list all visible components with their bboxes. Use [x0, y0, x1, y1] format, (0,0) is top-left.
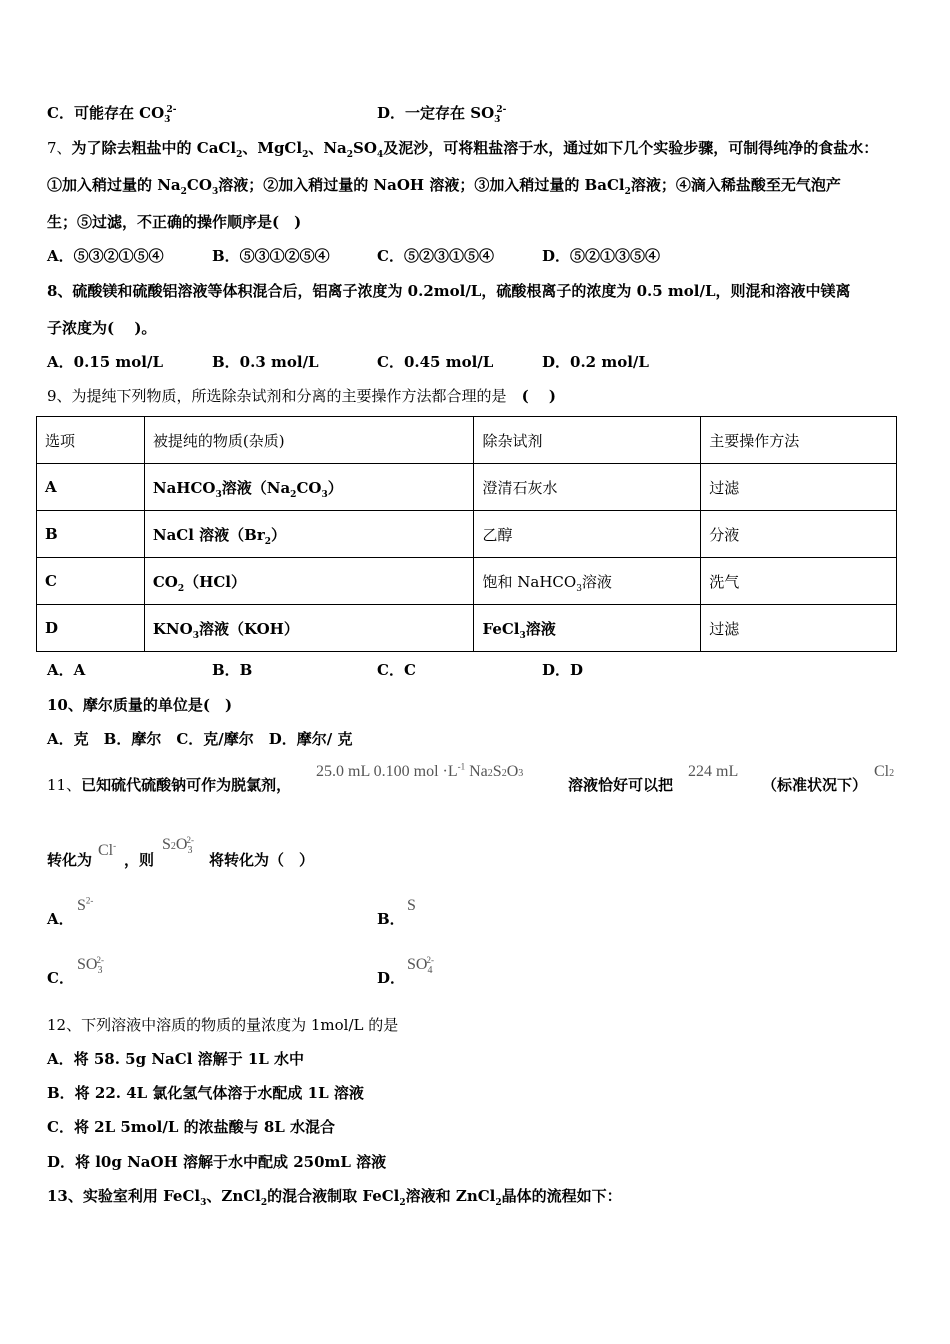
q8-option-d: D．0.2 mol/L: [542, 353, 649, 371]
q12-stem: 12、下列溶液中溶质的物质的量浓度为 1mol/L 的是: [47, 1016, 399, 1034]
q13-stem: 13、实验室利用 FeCl$_3$、ZnCl$_2$的混合液制取 FeCl$_2$溶液和 ZnCl$_2$晶体的流程如下：: [47, 1187, 622, 1208]
table-header-cell: 选项: [37, 417, 145, 464]
table-cell-method: 洗气: [701, 558, 897, 605]
q7-line-3: 生；⑤过滤，不正确的操作顺序是( ): [47, 213, 302, 231]
q11-formula-chloride: Cl-: [98, 840, 117, 859]
q9-option-b: B．B: [212, 661, 253, 679]
q11-formula-cl2: Cl2: [874, 763, 895, 780]
table-row: [37, 605, 897, 652]
q10-stem: 10、摩尔质量的单位是( ): [47, 696, 233, 714]
table-cell-reagent: FeCl$_3$溶液: [474, 605, 701, 652]
table-header-cell: 主要操作方法: [701, 417, 897, 464]
q8-line-2: 子浓度为( )。: [47, 319, 157, 337]
q8-option-c: C．0.45 mol/L: [377, 353, 494, 371]
q7-option-b: B．⑤③①②⑤④: [212, 247, 330, 265]
table-row: [37, 558, 897, 605]
q11-option-b: B．: [377, 910, 405, 928]
table-cell-option: A: [37, 464, 145, 511]
q9-table: [36, 416, 897, 652]
q8-line-1: 8、硫酸镁和硫酸铝溶液等体积混合后，铝离子浓度为 0.2mol/L，硫酸根离子的浓度为 0.5 mol/L，则混和溶液中镁离: [47, 282, 851, 300]
q7-option-d: D．⑤②①③⑤④: [542, 247, 661, 265]
q11-option-d-formula: $SO_4^{2-}$: [407, 954, 434, 976]
table-cell-reagent: 澄清石灰水: [474, 464, 701, 511]
q9-option-c: C．C: [377, 661, 416, 679]
table-cell-method: 过滤: [701, 605, 897, 652]
table-cell-substance: $KNO_3$溶液（KOH）: [144, 605, 474, 652]
q7-option-c: C．⑤②③①⑤④: [377, 247, 494, 265]
q11-option-b-formula: S: [407, 897, 416, 914]
q11-formula-volume: 25.0 mL 0.100 mol $\cdot L^{-1}$ Na2S2O3: [316, 761, 524, 780]
q11-stem-part-6: 将转化为（ ）: [209, 851, 315, 869]
q8-option-b: B．0.3 mol/L: [212, 353, 319, 371]
q12-option-c: C．将 2L 5mol/L 的浓盐酸与 8L 水混合: [47, 1118, 336, 1136]
q6-option-d: D．一定存在 $SO_3^{2-}$: [377, 104, 507, 125]
table-cell-option: C: [37, 558, 145, 605]
q11-stem-part-5: ，则: [124, 851, 155, 869]
table-header-cell: 被提纯的物质(杂质): [144, 417, 474, 464]
table-row: [37, 464, 897, 511]
q12-option-b: B．将 22. 4L 氯化氢气体溶于水配成 1L 溶液: [47, 1084, 364, 1102]
q11-stem-part-1: 11、已知硫代硫酸钠可作为脱氯剂，: [47, 776, 292, 794]
table-cell-method: 分液: [701, 511, 897, 558]
q6-option-c: C．可能存在 $CO_3^{2-}$: [47, 104, 177, 125]
q9-stem: 9、为提纯下列物质，所选除杂试剂和分离的主要操作方法都合理的是 ( ): [47, 387, 556, 405]
q11-option-c-formula: $SO_3^{2-}$: [77, 954, 104, 976]
q12-option-a: A．将 58. 5g NaCl 溶解于 1L 水中: [47, 1050, 305, 1068]
table-cell-reagent: 饱和 NaHCO$_3$溶液: [474, 558, 701, 605]
q7-line-1: 7、为了除去粗盐中的 CaCl$_2$、MgCl$_2$、$Na_2SO_4$及泥沙，可将粗盐溶于水，通过如下几个实验步骤，可制得纯净的食盐水：: [47, 139, 879, 160]
q11-stem-part-2: 溶液恰好可以把: [568, 776, 674, 794]
table-cell-option: B: [37, 511, 145, 558]
table-cell-option: D: [37, 605, 145, 652]
q11-formula-thiosulfate: $S2O_3^{2-}$: [162, 834, 194, 856]
q8-option-a: A．0.15 mol/L: [47, 353, 163, 371]
q11-option-d: D．: [377, 969, 406, 987]
q12-option-d: D．将 l0g NaOH 溶解于水中配成 250mL 溶液: [47, 1153, 387, 1171]
q7-option-a: A．⑤③②①⑤④: [47, 247, 164, 265]
table-cell-substance: $CO_2(HCl)$: [144, 558, 474, 605]
q11-stem-part-4: 转化为: [47, 851, 93, 869]
q9-option-d: D．D: [542, 661, 584, 679]
table-cell-method: 过滤: [701, 464, 897, 511]
table-cell-substance: NaHCO$_3$溶液$(Na_2CO_3)$: [144, 464, 474, 511]
table-cell-substance: NaCl 溶液$(Br_2)$: [144, 511, 474, 558]
table-header-row: [37, 417, 897, 464]
table-row: [37, 511, 897, 558]
q11-formula-gas-volume: 224 mL: [688, 763, 739, 780]
q9-option-a: A．A: [47, 661, 86, 679]
table-header-cell: 除杂试剂: [474, 417, 701, 464]
q11-option-c: C．: [47, 969, 74, 987]
table-cell-reagent: 乙醇: [474, 511, 701, 558]
q10-options: A．克 B．摩尔 C．克/摩尔 D．摩尔/ 克: [47, 730, 353, 748]
q11-stem-part-3: （标准状况下）: [762, 776, 868, 794]
q7-line-2: ①加入稍过量的 $Na_2CO_3$溶液；②加入稍过量的 NaOH 溶液；③加入稍过量的 BaCl$_2$溶液；④滴入稀盐酸至无气泡产: [47, 176, 841, 197]
q11-option-a-formula: $S^{2-}$: [77, 895, 94, 914]
q11-option-a: A．: [47, 910, 74, 928]
